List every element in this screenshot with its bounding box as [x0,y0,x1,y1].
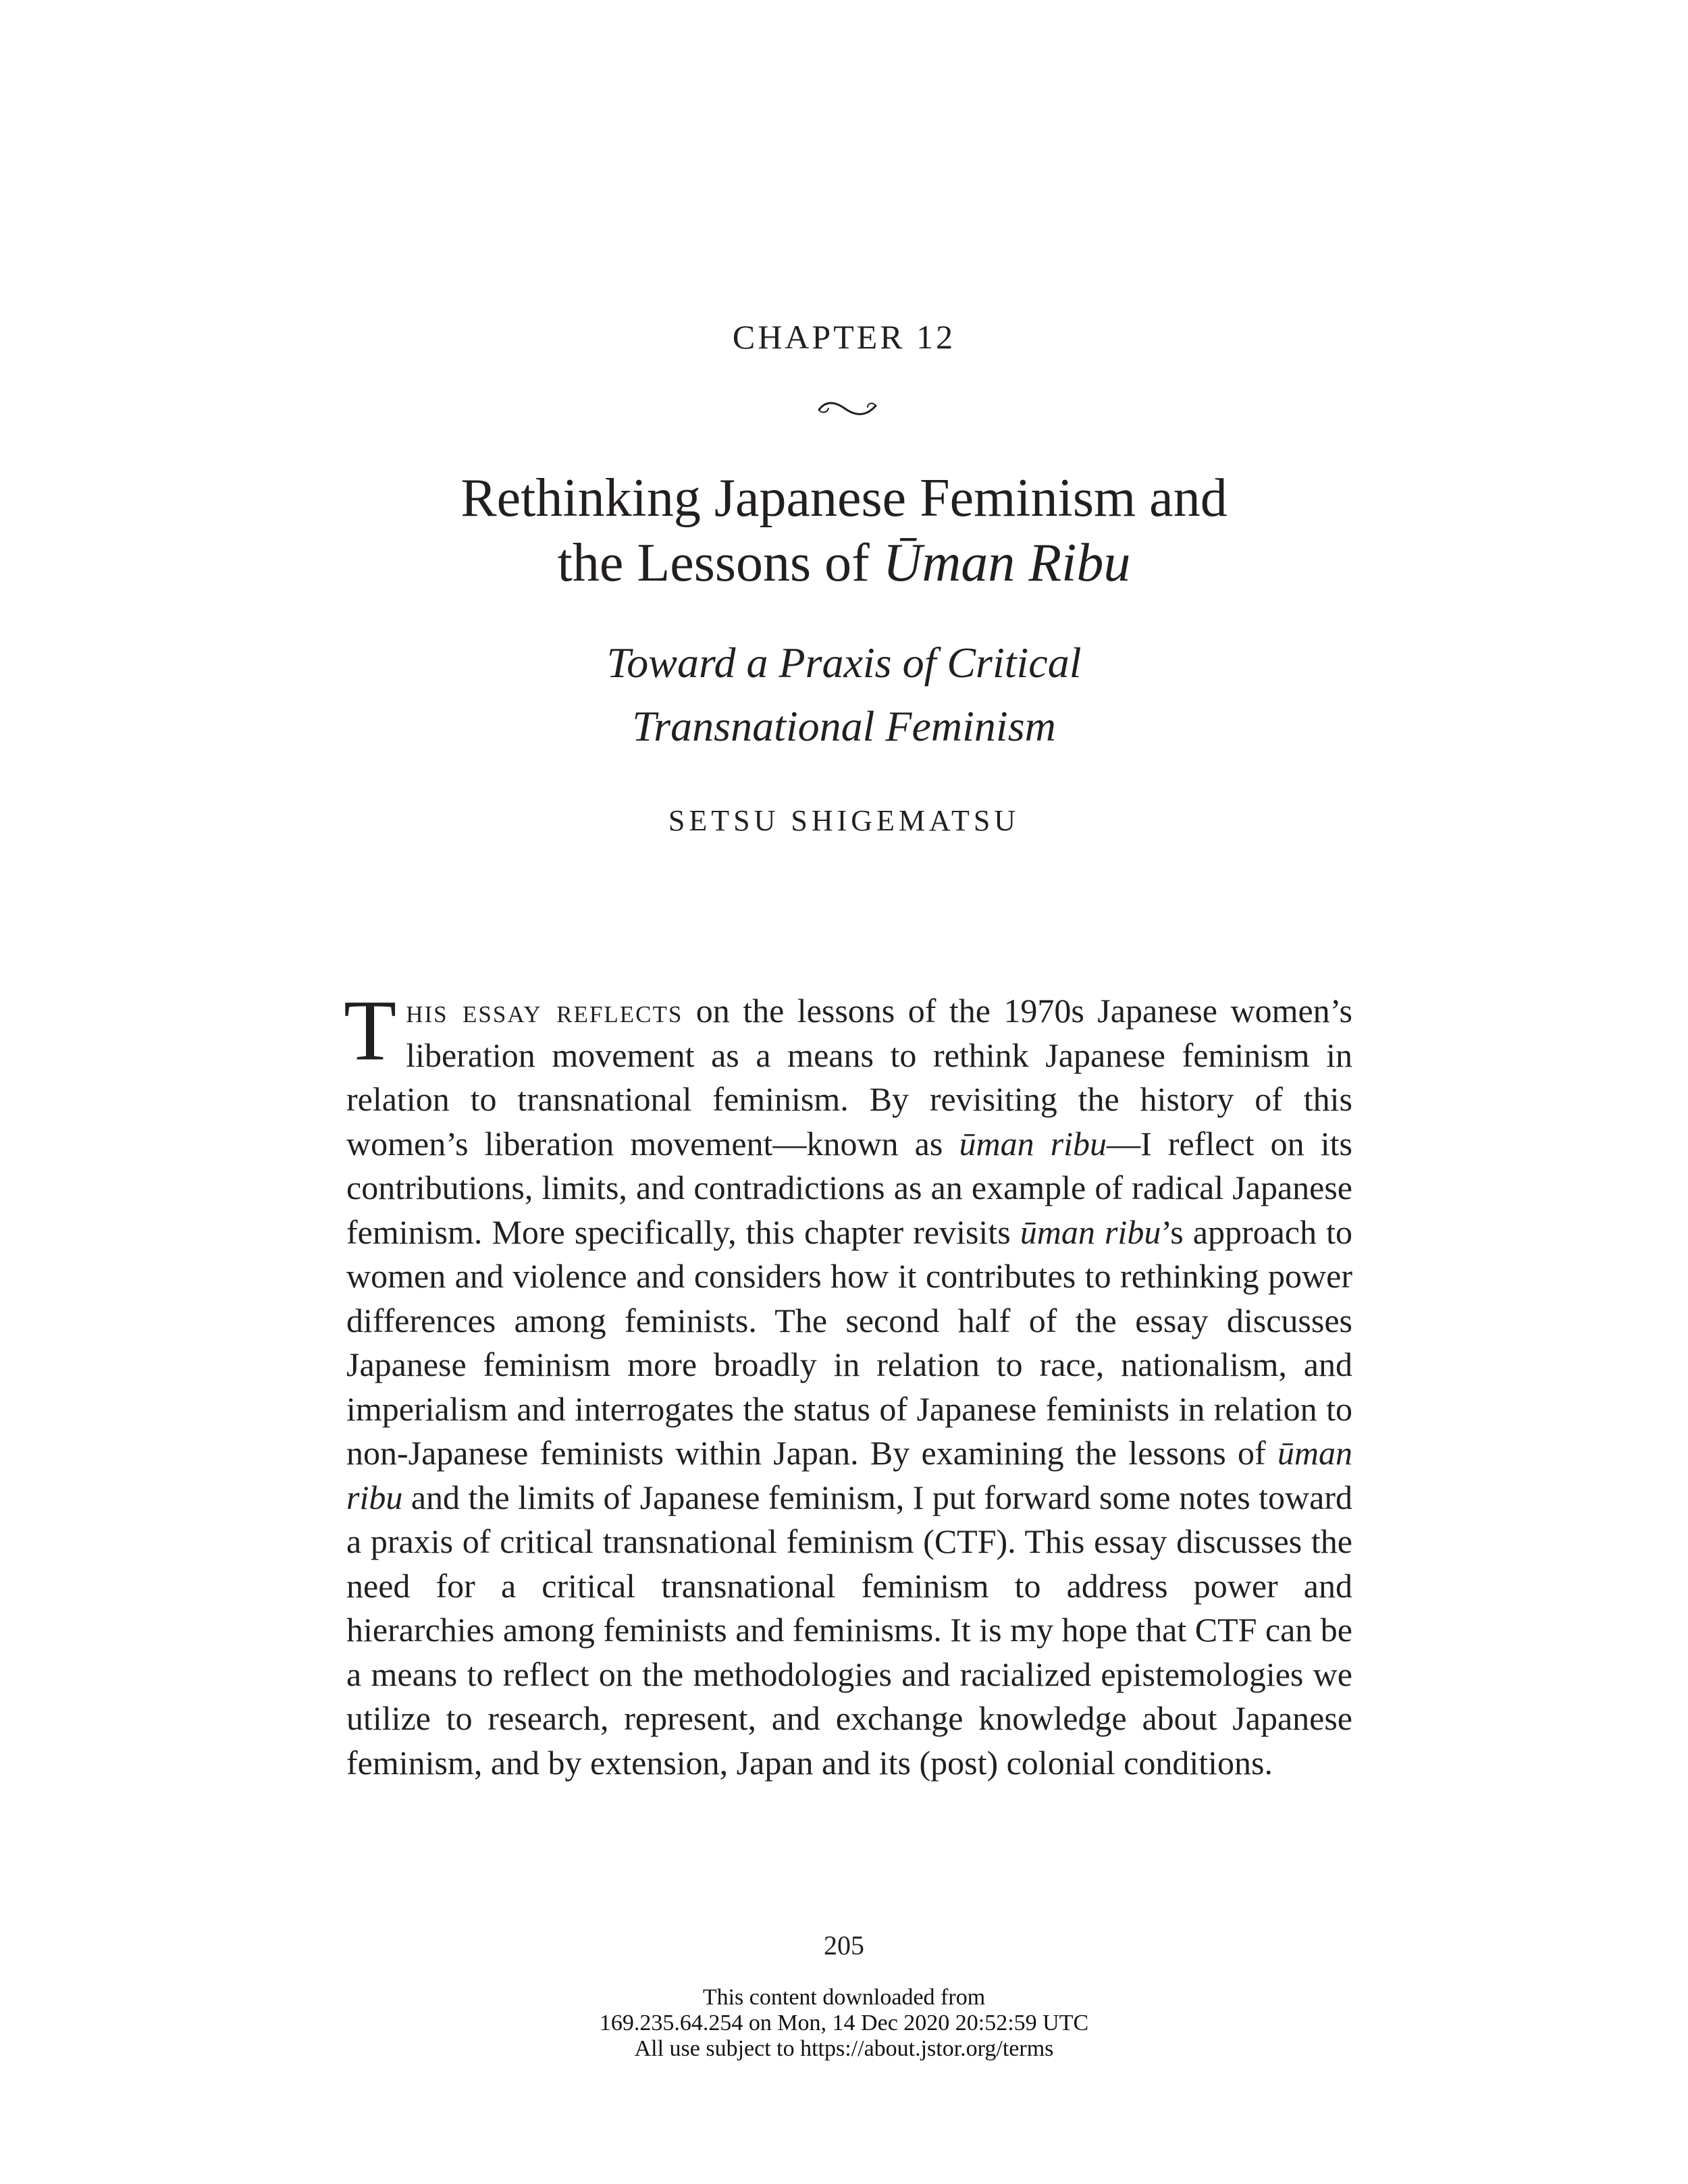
lead-smallcaps: his essay reflects [406,992,683,1030]
chapter-subtitle [0,631,1688,758]
download-footer [0,1985,1688,2062]
body-segment-2: —I reflect on its contributions, limits, and contradictions as an example of radical Japanese feminism. More specifically, this chapter revisits [346,1124,1352,1251]
chapter-title-italic: Ūman Ribu [882,533,1131,593]
footer-line-1: This content downloaded from [702,1985,986,2010]
body-italic-1: ūman ribu [959,1124,1107,1163]
body-segment-3: ’s approach to women and violence and considers how it contributes to rethinking power differences among feminists. The second half of the essay discusses Japanese feminism more broadly in relation to race, nationalism, and imperialism and interrogates the status of Japanese feminists in relation to non-Japanese feminists within Japan. By examining the lessons of [346,1213,1352,1472]
footer-line-3: All use subject to https://about.jstor.org/terms [634,2036,1054,2061]
body-segment-4: and the limits of Japanese feminism, I put forward some notes toward a praxis of critical transnational feminism (CTF). This essay discusses the need for a critical transnational feminism to address power and hierarchies among feminists and feminisms. It is my hope that CTF can be a means to reflect on the methodologies and racialized epistemologies we utilize to research, represent, and exchange knowledge about Japanese feminism, and by extension, Japan and its (post) colonial conditions. [346,1478,1352,1782]
body-segment-1: on the lessons of the 1970s Japanese women’s liberation movement as a means to rethink Japanese feminism in relation to transnational feminism. By revisiting the history of this women’s liberation movement—known as [346,992,1352,1163]
chapter-title-line-2-prefix: the Lessons of [557,533,883,593]
chapter-title-line-2 [0,531,1688,595]
chapter-title [0,466,1688,595]
chapter-label: CHAPTER 12 [732,318,956,356]
footer-line-2: 169.235.64.254 on Mon, 14 Dec 2020 20:52:59 UTC [599,2010,1089,2035]
body-paragraph [344,982,1352,1785]
body-italic-3: ūman ribu [346,1434,1352,1516]
chapter-subtitle-line-2: Transnational Feminism [632,702,1056,750]
author-name: SETSU SHIGEMATSU [668,804,1020,837]
page-number: 205 [824,1930,864,1961]
drop-cap: T [344,982,397,1078]
body-italic-2: ūman ribu [1020,1213,1161,1251]
chapter-subtitle-line-1: Toward a Praxis of Critical [606,639,1082,687]
chapter-title-line-1: Rethinking Japanese Feminism and [460,469,1228,528]
swash-ornament-icon [814,395,881,422]
